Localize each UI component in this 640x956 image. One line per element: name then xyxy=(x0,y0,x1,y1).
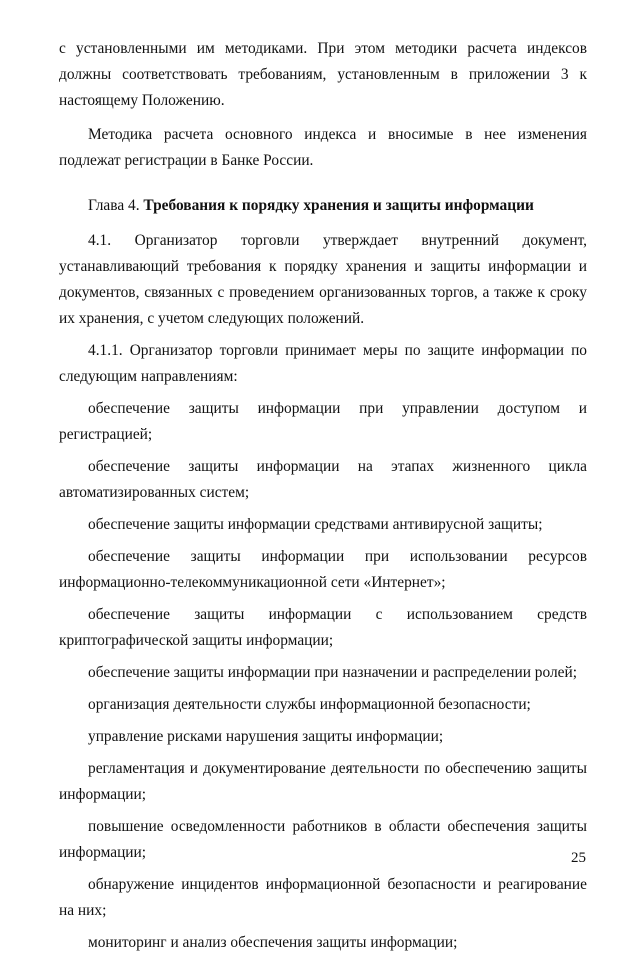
list-item: обеспечение защиты информации при управлении доступом и регистрацией; xyxy=(59,400,587,443)
chapter-heading xyxy=(59,193,587,219)
paragraph-methodology-continuation: с установленными им методиками. При этом методики расчета индексов должны соответствовать требованиям, установленным в приложении 3 к настоящему Положению. xyxy=(59,40,587,109)
list-item: управление рисками нарушения защиты информации; xyxy=(88,728,444,745)
paragraph-index-registration: Методика расчета основного индекса и вносимые в нее изменения подлежат регистрации в Банке России. xyxy=(59,126,587,169)
list-item: обеспечение защиты информации при назначении и распределении ролей; xyxy=(88,664,577,681)
list-item: организация деятельности службы информационной безопасности; xyxy=(88,696,531,713)
clause-4-1-1: 4.1.1. Организатор торговли принимает меры по защите информации по следующим направлениям: xyxy=(59,342,587,385)
list-item: регламентация и документирование деятельности по обеспечению защиты информации; xyxy=(59,760,587,803)
list-item: обеспечение защиты информации средствами антивирусной защиты; xyxy=(88,516,543,533)
chapter-label: Глава 4. xyxy=(88,197,140,214)
list-item: обеспечение защиты информации с использованием средств криптографической защиты информации; xyxy=(59,606,587,649)
page-number: 25 xyxy=(571,850,586,866)
list-item: повышение осведомленности работников в области обеспечения защиты информации; xyxy=(59,818,587,861)
list-item: обнаружение инцидентов информационной безопасности и реагирование на них; xyxy=(59,876,587,919)
list-item: мониторинг и анализ обеспечения защиты информации; xyxy=(88,934,458,951)
list-item: обеспечение защиты информации при использовании ресурсов информационно-телекоммуникационной сети «Интернет»; xyxy=(59,548,587,591)
clause-4-1: 4.1. Организатор торговли утверждает внутренний документ, устанавливающий требования к порядку хранения и защиты информации и документов, связанных с проведением организованных торгов, а также к сроку их хранения, с учетом следующих положений. xyxy=(59,232,587,327)
protection-directions-list xyxy=(59,396,587,956)
page-body xyxy=(59,36,587,956)
chapter-title: Требования к порядку хранения и защиты информации xyxy=(143,197,534,214)
list-item: обеспечение защиты информации на этапах жизненного цикла автоматизированных систем; xyxy=(59,458,587,501)
